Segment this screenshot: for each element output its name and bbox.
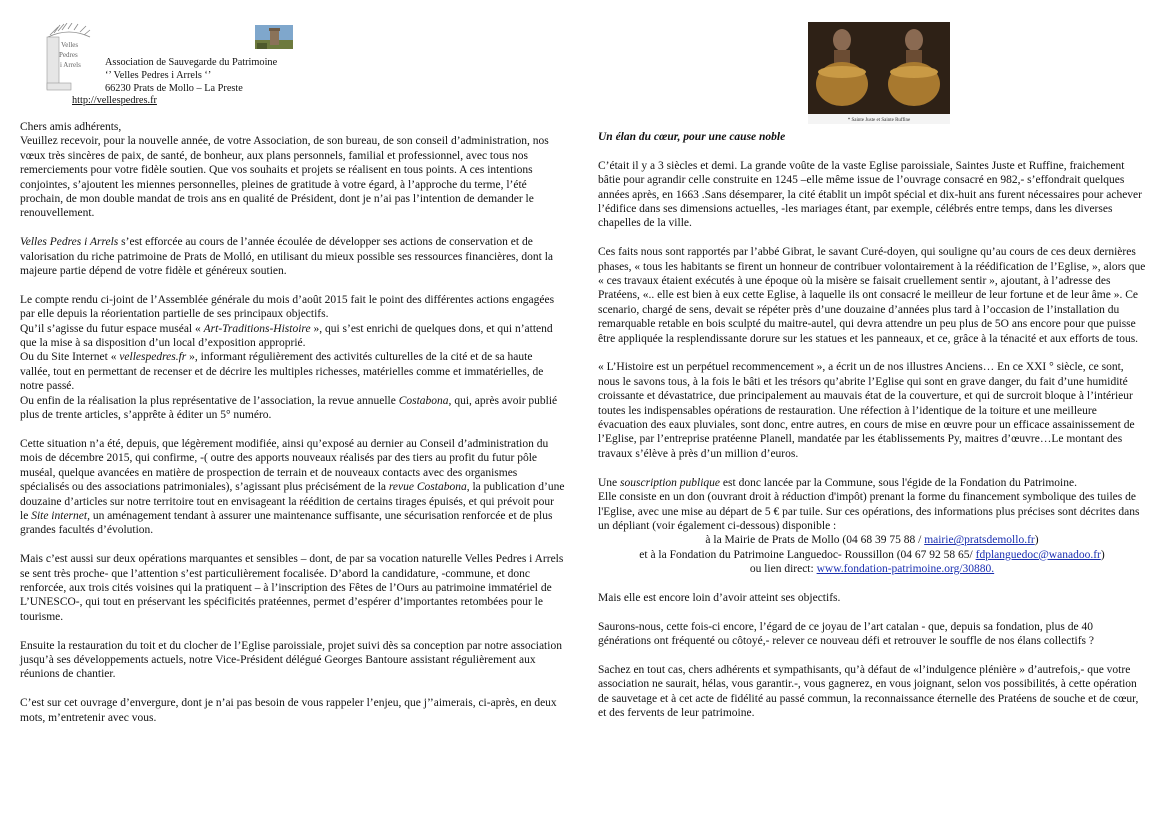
salutation: Chers amis adhérents, bbox=[20, 121, 122, 133]
right-paragraph-4: Une souscription publique est donc lancée par la Commune, sous l'égide de la Fondation du Patrimoine. bbox=[598, 476, 1077, 489]
org-name: Association de Sauvegarde du Patrimoine bbox=[105, 57, 278, 68]
right-column bbox=[598, 130, 1146, 721]
article-heading: Un élan du cœur, pour une cause noble bbox=[598, 131, 786, 143]
logo-word-velles: Velles bbox=[61, 41, 79, 49]
fondation-email-link[interactable]: fdplanguedoc@wanadoo.fr bbox=[975, 548, 1101, 561]
left-paragraph-9: Ensuite la restauration du toit et du clocher de l’Eglise paroissiale, projet suivi dès sa conception par notre association jusqu’à ses développements actuels, notre Vice-Président délégué Georges Bantoure assistant régulièrement aux réunions de chantier. bbox=[20, 639, 562, 681]
left-paragraph-4: Qu’il s’agisse du futur espace muséal « Art-Traditions-Histoire », qui s’est enrichi de quelques dons, et qui n’attend que la mise à sa disposition d’un local d’exposition approprié. bbox=[20, 322, 553, 350]
left-paragraph-1: Veuillez recevoir, pour la nouvelle année, de votre Association, de son bureau, de son conseil d’administration, nos vœux très sincères de paix, de santé, de bonheur, aux plans personnels, familial et professionnel, avec tous nos remerciements pour votre fidèle soutien. Que vos souhaits et projets se réalisent en tous points. A ces intentions conjointes, s’ajoutent les miennes personnelles, pleines de gratitude à votre égard, à l’approche du terme, l’été prochain, de mon double mandat de trois ans en qualité de Président, dont je n’ai pas l’intention de demander le renouvellement. bbox=[20, 135, 549, 220]
contact-direct-link: ou lien direct: www.fondation-patrimoine.org/30880. bbox=[749, 563, 995, 576]
right-paragraph-8: Sachez en tout cas, chers adhérents et sympathisants, qu’à défaut de «l’indulgence plénière » d’autrefois,- que votre association ne saurait, hélas, vous garantir.-, vous gagnerez, en vous joignant, selon vos possibilités, à cette opération de sauvetage et à cet acte de fidélité au passé commun, la reconnaissance éternelle des Pratéens de souche et de cœur, et des fervents de leur patrimoine. bbox=[598, 663, 1139, 720]
org-short-name: ‘’ Velles Pedres i Arrels ‘’ bbox=[105, 70, 212, 82]
logo-word-pedres: Pedres bbox=[59, 51, 78, 59]
left-paragraph-6: Ou enfin de la réalisation la plus représentative de l’association, la revue annuelle Costabona, qui, après avoir publié plus de trente articles, s’apprête à éditer un 5° numéro. bbox=[20, 394, 558, 422]
association-address bbox=[105, 56, 277, 96]
fondation-website-link[interactable]: www.fondation-patrimoine.org/30880. bbox=[816, 563, 995, 576]
org-address: 66230 Prats de Mollo – La Preste bbox=[105, 83, 243, 95]
right-paragraph-6: Mais elle est encore loin d’avoir atteint ses objectifs. bbox=[598, 591, 841, 604]
logo-word-arrels: i Arrels bbox=[60, 61, 81, 69]
left-paragraph-8: Mais c’est aussi sur deux opérations marquantes et sensibles – dont, de par sa vocation naturelle Velles Pedres i Arrels se sent très proche- que l’attention s’est particulièrement focalisée. D’abord la candidature, -commune, et donc renforcée, aux trois cités voisines qui la pratiquent – à l’inscription des Fêtes de l’Ours au patrimoine immatériel de L’UNESCO-, qui tout en préservant les spécificités pratéennes, permet d’espérer d’importantes retombées pour le tourisme. bbox=[20, 553, 564, 623]
left-paragraph-10: C’est sur cet ouvrage d’envergure, dont je n’ai pas besoin de vous rappeler l’enjeu, que j’’aimerais, ci-après, en deux mots, m’entretenir avec vous. bbox=[20, 697, 557, 724]
tower-photo bbox=[255, 25, 293, 49]
left-paragraph-2: Velles Pedres i Arrels s’est efforcée au cours de l’année écoulée de développer ses actions de conservation et de valorisation du riche patrimoine de Prats de Molló, en utilisant du mieux possible ses ressources financières, dont la majeure partie dépend de votre fidèle et généreux soutien. bbox=[20, 236, 554, 278]
right-paragraph-7: Saurons-nous, cette fois-ci encore, l’égard de ce joyau de l’art catalan - que, depuis sa fondation, plus de 40 générations ont fréquenté ou côtoyé,- relever ce nouveau défi et retrouver le souffle de nos élans collectifs ? bbox=[598, 620, 1094, 648]
right-paragraph-1: C’était il y a 3 siècles et demi. La grande voûte de la vaste Eglise paroissiale, Saintes Juste et Ruffine, fraichement bâtie pour agrandir celle construite en 1245 –elle même issue de l’ouvrage consacré en 982,- s’effondrait quelques années après, en 1663 .Sans désemparer, la cité établit un impôt spécial et dix-huit ans furent nécessaires pour achever l’édifice dans ses dimensions actuelles, -les mariages étant, par exemple, célébrés entre temps, dans les diverses chapelles de la ville. bbox=[598, 159, 1142, 230]
left-paragraph-5: Ou du Site Internet « vellespedres.fr », informant régulièrement des activités culturelles de la cité et de sa haute vallée, tout en permettant de recenser et de décrire les multiples richesses, matérielles comme et immatérielles, de notre passé. bbox=[20, 351, 544, 393]
website-link[interactable]: http://vellespedres.fr bbox=[72, 95, 157, 106]
right-paragraph-2: Ces faits nous sont rapportés par l’abbé Gibrat, le savant Curé-doyen, qui souligne qu’au cours de ces deux dernières phases, « tous les habitants se firent un honneur de contribuer volontairement à la réédification de l’Eglise, », alors que « ces travaux étaient exécutés à une époque où la misère se faisait cruellement sentir », ajoutant, à l’adresse des Pratéens, «.. elle est bien à eux cette Eglise, à laquelle ils ont consacré le meilleur de leur fortune et de leur âme ». Ce scenario, chargé de sens, devait se répéter près d’une douzaine d’années plus tard à l’occasion de l’installation du remarquable retable en bois sculpté du maitre-autel, qui devra attendre un peu plus de 5O ans encore pour que puisse être appliquée la resplendissante dorure sur les statues et les panneaux, et ce, grâce à la ténacité et aux efforts de tous. bbox=[598, 246, 1146, 345]
association-logo bbox=[44, 23, 94, 91]
mairie-email-link[interactable]: mairie@pratsdemollo.fr bbox=[924, 534, 1035, 547]
left-paragraph-3: Le compte rendu ci-joint de l’Assemblée générale du mois d’août 2015 fait le point des différentes actions engagées par elle depuis la réorientation partielle de ses principaux objectifs. bbox=[20, 293, 555, 321]
reliquary-photo bbox=[808, 22, 950, 124]
right-paragraph-3: « L’Histoire est un perpétuel recommencement », a écrit un de nos illustres Anciens… En ce XXI ° siècle, ce sont, nous le savons tous, à la fois le bâti et les trésors qu’abrite l’Eglise qui sont en grave danger, du fait d’une humidité croissante et dévastatrice, due principalement au mauvais état de la couverture, et qui de surcroit bloque à l’intérieur toutes les indispensables opérations de restauration. Une réfection à l’identique de la toiture et une meilleure évacuation des eaux pluviales, sont donc, entre autres, en cours de mise en œuvre pour un efficace assainissement de l’Eglise, par l’entreprise pratéenne Planell, mandatée par les établissements Py, maitres d’œuvre…Le montant des travaux s’élève à près d’un million d’euros. bbox=[598, 361, 1135, 460]
association-name: Velles Pedres i Arrels bbox=[20, 236, 119, 249]
left-column bbox=[20, 120, 565, 725]
right-paragraph-5: Elle consiste en un don (ouvrant droit à réduction d'impôt) prenant la forme du financement symbolique des tuiles de l'Eglise, avec une mise au départ de 5 € par tuile. Sur ces opérations, des informations plus précises sont décrites dans un dépliant (voir également ci-dessous) disponible : bbox=[598, 491, 1140, 532]
reliquary-caption: * Sainte Juste et Sainte Ruffine bbox=[847, 118, 911, 123]
contact-fondation: et à la Fondation du Patrimoine Languedoc- Roussillon (04 67 92 58 65/ fdplanguedoc@wanadoo.fr) bbox=[639, 548, 1105, 561]
left-paragraph-7: Cette situation n’a été, depuis, que légèrement modifiée, ainsi qu’exposé au dernier au Conseil d’administration du mois de décembre 2015, qui confirme, -( outre des apports nouveaux réalisés par des tiers au profit du futur pôle muséal, quelque avancées en matière de prospection de terrain et de nouveaux contacts avec des organismes spécialisés ou des associations patrimoniales), s’agissant plus précisément de la revue Costabona, la publication d’une douzaine d’articles sur notre territoire tout en envisageant la réédition de certains tirages épuisés, et qui prévoit pour le Site internet, un aménagement tendant à assurer une maintenance suffisante, une sécurisation renforcée et de plus grandes facultés d’évolution. bbox=[20, 437, 565, 537]
contact-mairie: à la Mairie de Prats de Mollo (04 68 39 75 88 / mairie@pratsdemollo.fr) bbox=[705, 534, 1039, 547]
